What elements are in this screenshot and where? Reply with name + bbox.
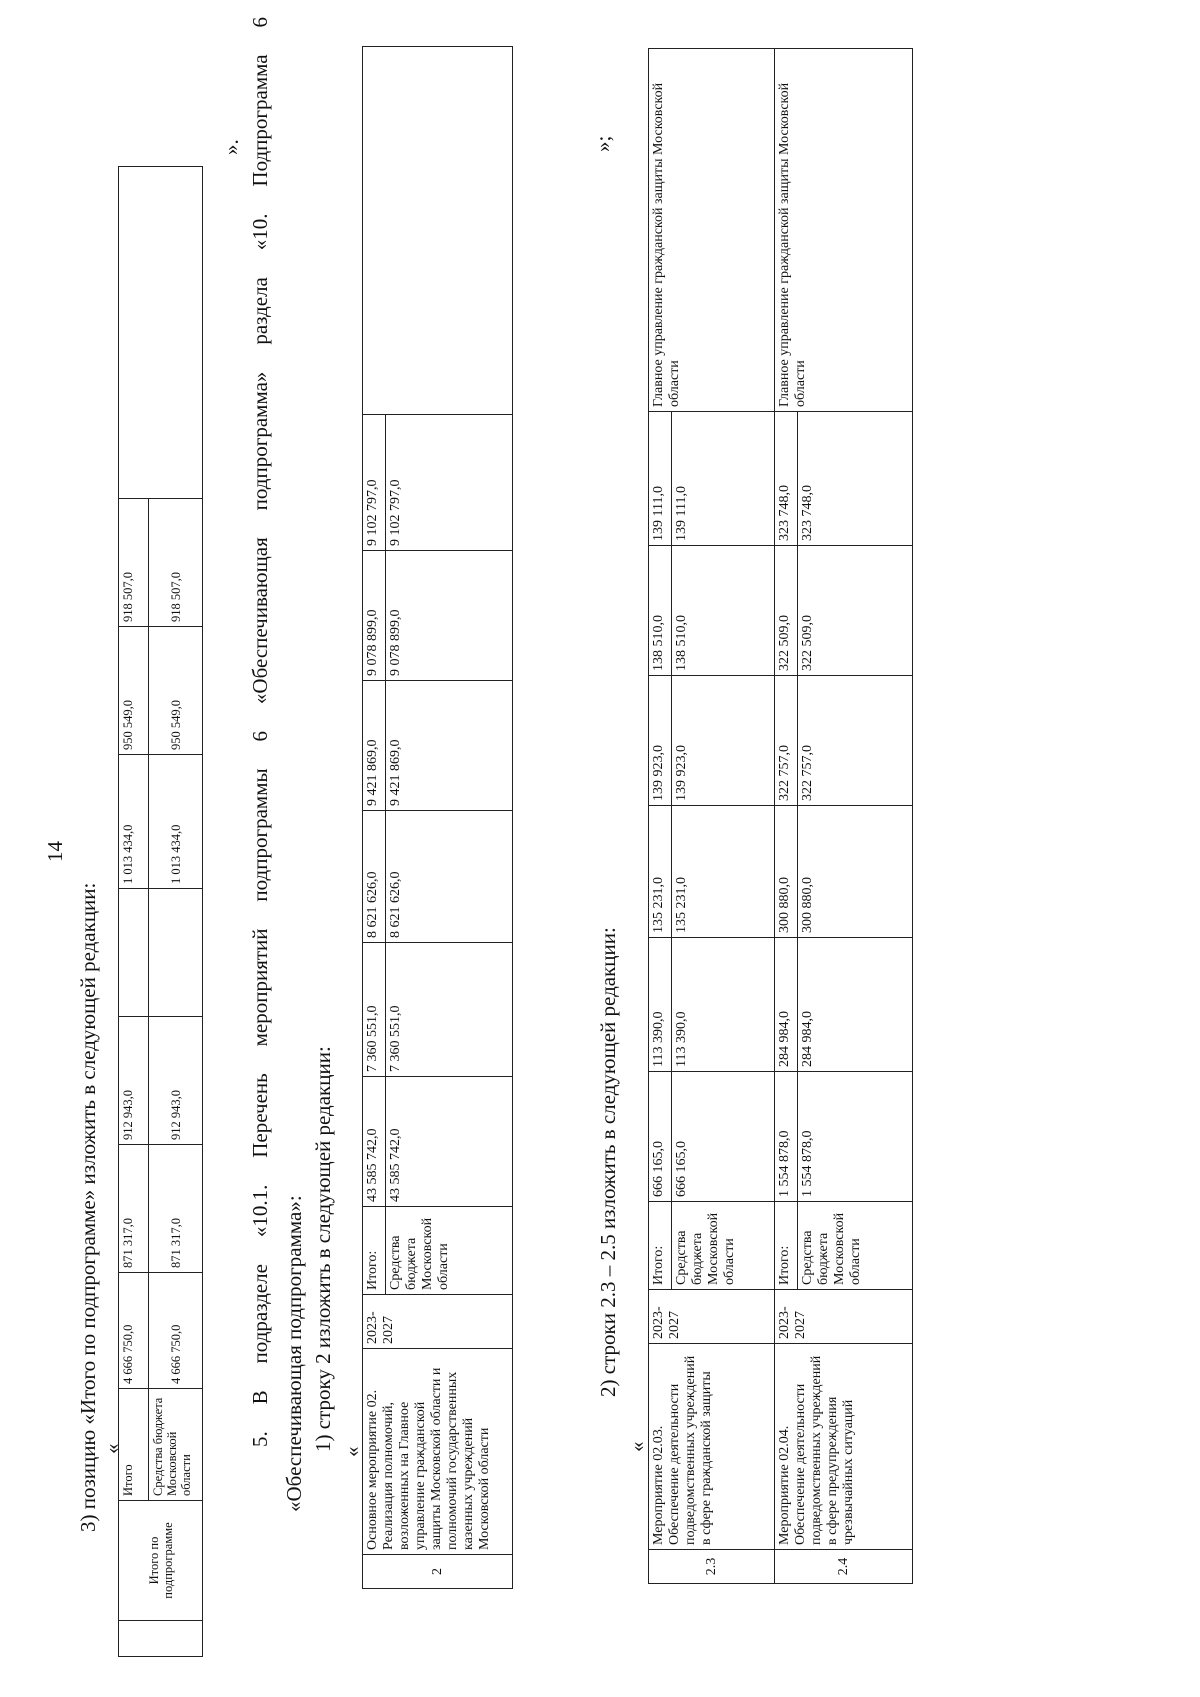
- table2-value-cell: [363, 551, 513, 681]
- table3-source-value: 139 111,0: [671, 412, 690, 545]
- item5-2-text: 2) строки 2.3 – 2.5 изложить в следующей редакции:: [596, 927, 620, 1397]
- table2-source-value: 9 421 869,0: [385, 681, 404, 810]
- open-quote: «: [625, 1441, 649, 1452]
- table1-total-value: 4 666 750,0: [119, 1273, 149, 1389]
- table2-source-label: Средства бюджета Московской области: [385, 1207, 452, 1294]
- table2-source-value: 8 621 626,0: [385, 811, 404, 942]
- table2-total-label: Итого:: [365, 1250, 380, 1290]
- table3-value-cell: [775, 1072, 913, 1202]
- table3-row-number: 2.3: [649, 1550, 775, 1584]
- table3-source-value: 322 757,0: [797, 676, 816, 805]
- table2-total-value: 43 585 742,0: [365, 1128, 380, 1202]
- table-row: [775, 49, 913, 1584]
- table3-total-value: 139 111,0: [651, 486, 666, 541]
- table3-total-label: Итого:: [651, 1245, 666, 1285]
- table1-source-value: 871 317,0: [149, 1145, 203, 1273]
- table3-value-cell: [775, 546, 913, 676]
- table3-value-cell: [649, 546, 775, 676]
- table3-executor: Главное управление гражданской защиты Московской области: [649, 49, 775, 412]
- main-activity-table: [362, 46, 513, 1589]
- table2-source-value: 9 078 899,0: [385, 551, 404, 680]
- table2-value-cell: [363, 811, 513, 943]
- table3-value-cell: [775, 412, 913, 546]
- table3-activity-name: Мероприятие 02.04. Обеспечение деятельности подведомственных учреждений в сфере предупреждения чрезвычайных ситуаций: [775, 1344, 913, 1550]
- table1-source-value: 1 013 434,0: [149, 755, 203, 889]
- table3-total-value: 135 231,0: [651, 877, 666, 933]
- table1-total-label: Итого: [119, 1389, 149, 1501]
- table3-source-value: 139 923,0: [671, 676, 690, 805]
- activities-table: [648, 48, 913, 1584]
- table3-years: 2023-2027: [775, 1290, 913, 1344]
- table2-close-quote: »;: [591, 135, 615, 152]
- table3-source-value: 284 984,0: [797, 938, 816, 1071]
- table3-executor: Главное управление гражданской защиты Московской области: [775, 49, 913, 412]
- table3-years: 2023-2027: [649, 1290, 775, 1344]
- item5-sub1: 1) строку 2 изложить в следующей редакции:: [311, 1046, 335, 1452]
- table-row: [649, 49, 775, 1584]
- table2-total-value: 9 102 797,0: [365, 479, 380, 546]
- table1-total-value: 1 013 434,0: [119, 755, 149, 889]
- table3-source-value: 300 880,0: [797, 806, 816, 937]
- item5-line2: «Обеспечивающая подпрограмма»:: [282, 1195, 306, 1512]
- table3-value-cell: [649, 1072, 775, 1202]
- table2-total-value: 8 621 626,0: [365, 871, 380, 938]
- table3-total-value: 666 165,0: [651, 1141, 666, 1197]
- table1-source-value: 950 549,0: [149, 627, 203, 755]
- table1-total-value: 918 507,0: [119, 499, 149, 627]
- table3-total-value: 322 757,0: [777, 745, 792, 801]
- table3-value-cell: [649, 676, 775, 806]
- table2-empty-cell: [363, 47, 513, 415]
- table3-source-value: 323 748,0: [797, 412, 816, 545]
- table1-close-quote: ».: [219, 139, 243, 155]
- table3-source-value: 1 554 878,0: [797, 1072, 816, 1201]
- table2-value-cell: [363, 1077, 513, 1207]
- table3-value-cell: [775, 676, 913, 806]
- table1-empty-cell: [149, 889, 203, 1017]
- table2-total-value: 9 078 899,0: [365, 609, 380, 676]
- table3-value-cell: [775, 806, 913, 938]
- table2-source-value: 9 102 797,0: [385, 415, 404, 550]
- table3-funding-cell: [775, 1202, 913, 1290]
- table2-activity-name: Основное мероприятие 02. Реализация полномочий, возложенных на Главное управление гражданской защиты Московской области и полномочий государственных казенных учреждений Московской области: [363, 1349, 513, 1555]
- table3-total-value: 300 880,0: [777, 877, 792, 933]
- table3-total-value: 139 923,0: [651, 745, 666, 801]
- table2-value-cell: [363, 415, 513, 551]
- table3-source-value: 113 390,0: [671, 938, 690, 1071]
- table3-funding-cell: [649, 1202, 775, 1290]
- table2-funding-cell: [363, 1207, 513, 1295]
- table2-row-number: 2: [363, 1555, 513, 1589]
- table2-total-value: 9 421 869,0: [365, 739, 380, 806]
- table3-total-value: 113 390,0: [651, 1011, 666, 1067]
- table3-value-cell: [649, 806, 775, 938]
- table3-source-value: 135 231,0: [671, 806, 690, 937]
- table1-empty-cell: [119, 889, 149, 1017]
- table3-value-cell: [649, 412, 775, 546]
- table2-total-value: 7 360 551,0: [365, 1005, 380, 1072]
- table2-value-cell: [363, 943, 513, 1077]
- table3-row-number: 2.4: [775, 1550, 913, 1584]
- table2-value-cell: [363, 681, 513, 811]
- table3-total-value: 284 984,0: [777, 1011, 792, 1067]
- item3-text: 3) позицию «Итого по подпрограмме» изложить в следующей редакции:: [76, 882, 100, 1532]
- open-quote: «: [340, 1446, 364, 1457]
- item5-line1: 5. В подразделе «10.1. Перечень мероприятий подпрограммы 6 «Обеспечивающая подпрограмма» раздела «10. Подпрограмма 6: [248, 17, 272, 1447]
- table1-label: Итого по подпрограмме: [119, 1501, 203, 1621]
- table3-value-cell: [775, 938, 913, 1072]
- table2-years: 2023-2027: [363, 1295, 513, 1349]
- table1-source-value: 912 943,0: [149, 1017, 203, 1145]
- table1-total-value: 912 943,0: [119, 1017, 149, 1145]
- table3-source-value: 322 509,0: [797, 546, 816, 675]
- open-quote: «: [100, 1443, 124, 1454]
- table1-total-value: 871 317,0: [119, 1145, 149, 1273]
- table3-total-label: Итого:: [777, 1245, 792, 1285]
- page-number: 14: [43, 841, 67, 862]
- table2-source-value: 43 585 742,0: [385, 1077, 404, 1206]
- table1-source-value: 4 666 750,0: [149, 1273, 203, 1389]
- table3-total-value: 322 509,0: [777, 615, 792, 671]
- table1-empty-cell: [119, 1621, 203, 1657]
- table3-activity-name: Мероприятие 02.03. Обеспечение деятельности подведомственных учреждений в сфере гражданской защиты: [649, 1344, 775, 1550]
- table1-source-label: Средства бюджета Московской области: [149, 1389, 203, 1501]
- table3-total-value: 138 510,0: [651, 615, 666, 671]
- table1-source-value: 918 507,0: [149, 499, 203, 627]
- table3-source-value: 666 165,0: [671, 1072, 690, 1201]
- table3-source-label: Средства бюджета Московской области: [797, 1202, 864, 1289]
- table3-source-label: Средства бюджета Московской области: [671, 1202, 738, 1289]
- table1-total-value: 950 549,0: [119, 627, 149, 755]
- table3-value-cell: [649, 938, 775, 1072]
- table3-total-value: 1 554 878,0: [777, 1130, 792, 1197]
- table1-empty-cell: [119, 167, 203, 499]
- table2-source-value: 7 360 551,0: [385, 943, 404, 1076]
- table3-total-value: 323 748,0: [777, 485, 792, 541]
- table3-source-value: 138 510,0: [671, 546, 690, 675]
- subprogram-total-table: [118, 166, 203, 1657]
